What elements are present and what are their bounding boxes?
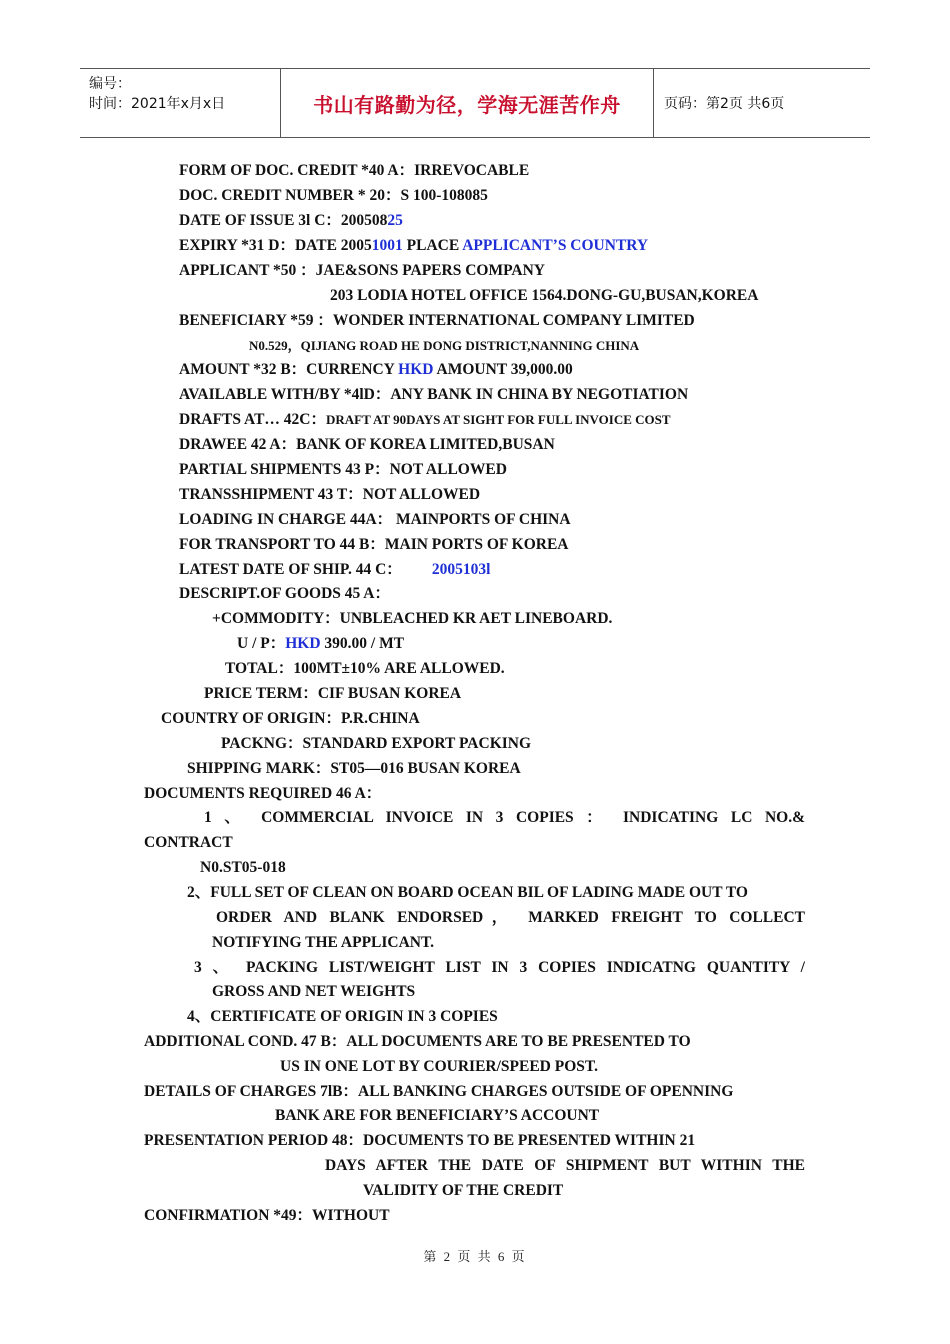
page-footer: 第 2 页 共 6 页 xyxy=(423,1249,527,1264)
unit-price-value: 390.00 / MT xyxy=(320,635,405,652)
description-of-goods-line: DESCRIPT.OF GOODS 45 A： xyxy=(179,585,390,602)
expiry-line xyxy=(179,236,648,256)
credit-number-line: DOC. CREDIT NUMBER * 20：S 100-108085 xyxy=(179,187,488,204)
header-motto-cell xyxy=(281,69,654,137)
document-3-weights-line: GROSS AND NET WEIGHTS xyxy=(212,983,416,1000)
form-of-credit-line: FORM OF DOC. CREDIT *40 A：IRREVOCABLE xyxy=(179,162,530,179)
latest-date-line xyxy=(179,560,490,580)
serial-number-label: 编号： xyxy=(89,76,131,92)
amount-value-text: AMOUNT 39,000.00 xyxy=(433,361,573,378)
country-of-origin-line: COUNTRY OF ORIGIN：P.R.CHINA xyxy=(161,710,420,727)
issue-day-highlight: 25 xyxy=(387,212,403,229)
currency-highlight: HKD xyxy=(398,361,434,378)
expiry-place-highlight: APPLICANT’S COUNTRY xyxy=(462,237,649,254)
beneficiary-line: BENEFICIARY *59 ：WONDER INTERNATIONAL COMPANY LIMITED xyxy=(179,312,695,329)
unit-price-label: U / P： xyxy=(237,635,286,652)
unit-price-currency: HKD xyxy=(285,635,321,652)
partial-shipments-line: PARTIAL SHIPMENTS 43 P：NOT ALLOWED xyxy=(179,461,507,478)
expiry-text: EXPIRY *31 D：DATE 2005 xyxy=(179,237,372,254)
shipping-mark-line: SHIPPING MARK：ST05—016 BUSAN KOREA xyxy=(187,760,521,777)
issue-text: DATE OF ISSUE 3l C：200508 xyxy=(179,212,388,229)
additional-conditions-cont: US IN ONE LOT BY COURIER/SPEED POST. xyxy=(280,1058,598,1075)
document-1-contract-line: CONTRACT xyxy=(144,834,233,851)
for-transport-line: FOR TRANSPORT TO 44 B：MAIN PORTS OF KOREA xyxy=(179,536,569,553)
header-page-cell xyxy=(654,69,870,137)
header-left-cell xyxy=(80,69,281,137)
unit-price-line xyxy=(237,634,404,654)
drafts-label: DRAFTS AT… 42C： xyxy=(179,411,326,428)
latest-date-label: LATEST DATE OF SHIP. 44 C： xyxy=(179,561,402,578)
total-line: TOTAL：100MT±10% ARE ALLOWED. xyxy=(225,660,505,677)
details-of-charges-cont: BANK ARE FOR BENEFICIARY’S ACCOUNT xyxy=(275,1107,600,1124)
page-info: 页码：第2页 共6页 xyxy=(664,96,785,112)
confirmation-line: CONFIRMATION *49：WITHOUT xyxy=(144,1207,390,1224)
packing-line: PACKNG：STANDARD EXPORT PACKING xyxy=(221,735,532,752)
document-4-line: 4、CERTIFICATE OF ORIGIN IN 3 COPIES xyxy=(187,1008,498,1025)
drafts-detail: DRAFT AT 90DAYS AT SIGHT FOR FULL INVOICE COST xyxy=(325,412,671,427)
document-2-order-line: ORDER AND BLANK ENDORSED， MARKED FREIGHT TO COLLECT xyxy=(216,909,805,926)
document-2-notify-line: NOTIFYING THE APPLICANT. xyxy=(212,934,435,951)
drafts-at-line xyxy=(179,410,671,430)
additional-conditions-line: ADDITIONAL COND. 47 B：ALL DOCUMENTS ARE TO BE PRESENTED TO xyxy=(144,1033,691,1050)
transshipment-line: TRANSSHIPMENT 43 T：NOT ALLOWED xyxy=(179,486,481,503)
document-1-line: 1 、 COMMERCIAL INVOICE IN 3 COPIES ： INDICATING LC NO.& xyxy=(204,809,805,826)
beneficiary-address-line: N0.529，QIJIANG ROAD HE DONG DISTRICT,NANNING CHINA xyxy=(249,338,640,353)
document-2-line: 2、FULL SET OF CLEAN ON BOARD OCEAN BIL OF LADING MADE OUT TO xyxy=(187,884,748,901)
available-with-line: AVAILABLE WITH/BY *4lD：ANY BANK IN CHINA BY NEGOTIATION xyxy=(179,386,689,403)
amount-line xyxy=(179,360,573,380)
loading-in-charge-line: LOADING IN CHARGE 44A： MAINPORTS OF CHINA xyxy=(179,511,571,528)
applicant-line: APPLICANT *50 ：JAE&SONS PAPERS COMPANY xyxy=(179,262,545,279)
expiry-date-highlight: 1001 xyxy=(371,237,403,254)
document-1-number-line: N0.ST05-018 xyxy=(200,859,286,876)
presentation-period-line: PRESENTATION PERIOD 48：DOCUMENTS TO BE PRESENTED WITHIN 21 xyxy=(144,1132,696,1149)
expiry-place-text: PLACE xyxy=(402,237,463,254)
price-term-line: PRICE TERM：CIF BUSAN KOREA xyxy=(204,685,462,702)
date-of-issue-line xyxy=(179,211,403,231)
documents-required-line: DOCUMENTS REQUIRED 46 A： xyxy=(144,785,382,802)
details-of-charges-line: DETAILS OF CHARGES 7lB：ALL BANKING CHARGES OUTSIDE OF OPENNING xyxy=(144,1083,734,1100)
presentation-period-validity: VALIDITY OF THE CREDIT xyxy=(363,1182,564,1199)
document-3-line: 3 、 PACKING LIST/WEIGHT LIST IN 3 COPIES INDICATNG QUANTITY / xyxy=(194,959,805,976)
applicant-address-line: 203 LODIA HOTEL OFFICE 1564.DONG-GU,BUSAN,KOREA xyxy=(330,287,759,304)
drawee-line: DRAWEE 42 A：BANK OF KOREA LIMITED,BUSAN xyxy=(179,436,555,453)
amount-text: AMOUNT *32 B：CURRENCY xyxy=(179,361,399,378)
date-label: 时间：2021年x月x日 xyxy=(89,96,226,112)
commodity-line: +COMMODITY：UNBLEACHED KR AET LINEBOARD. xyxy=(212,610,613,627)
latest-date-highlight: 2005103l xyxy=(431,561,491,578)
motto-text: 书山有路勤为径，学海无涯苦作舟 xyxy=(313,92,621,117)
presentation-period-cont: DAYS AFTER THE DATE OF SHIPMENT BUT WITHIN THE xyxy=(325,1157,805,1174)
document-header xyxy=(80,68,870,138)
